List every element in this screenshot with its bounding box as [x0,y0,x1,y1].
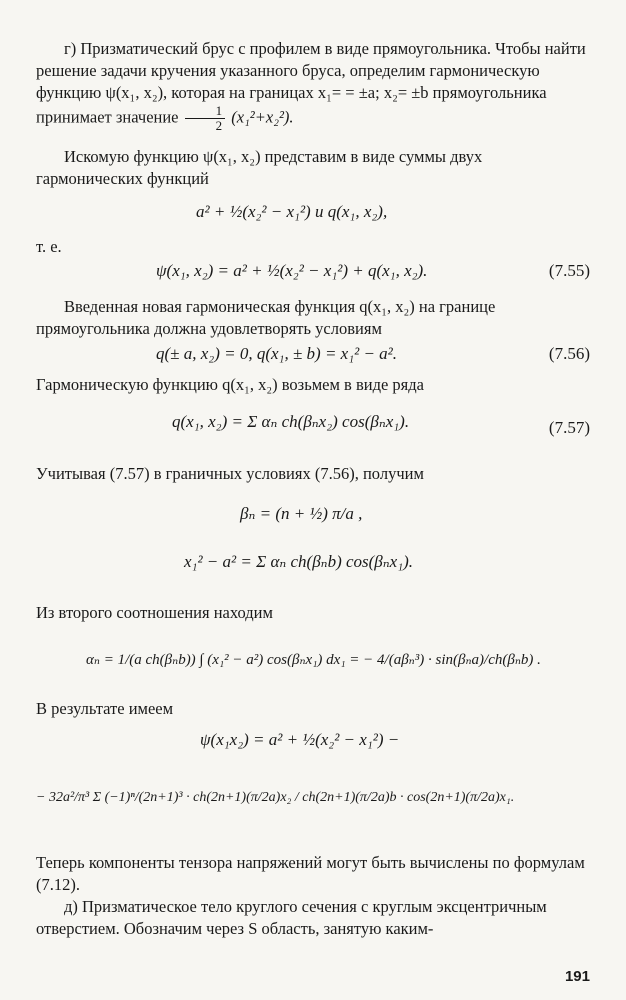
equation-7-56 [36,342,592,370]
equation-sum-of-two-text: a² + ½(x₂² − x₁²) и q(x₁, x₂), [196,202,388,221]
paragraph-series-form: Гармоническую функцию q(x₁, x₂) возьмем в виде ряда [36,375,424,394]
page-number: 191 [564,968,590,985]
equation-boundary-series-formula: x₁² − a² = Σ αₙ ch(βₙb) cos(βₙx₁). [184,552,414,571]
paragraph-considering: Учитывая (7.57) в граничных условиях (7.56), получим [36,464,424,483]
paragraph-rect-bar-text: г) Призматический брус с профилем в виде прямоугольника. Чтобы найти решение задачи кручения указанного бруса, определим гармоническую функцию ψ(x₁, x₂), которая на границах x₁= = ±a; x₂= ±b прямоугольника принимает значение [36,39,586,127]
equation-7-57 [36,402,592,458]
equation-7-56-number: (7.56) [548,344,590,363]
equation-boundary-series [36,538,592,594]
equation-7-57-number: (7.57) [548,418,590,437]
equation-7-55-number: (7.55) [548,261,590,280]
paragraph-result: В результате имеем [36,699,174,718]
paragraph-sought-function: Искомую функцию ψ(x₁, x₂) представим в виде суммы двух гармонических функций [36,147,483,188]
paragraph-from-second: Из второго соотношения находим [36,603,273,622]
equation-alpha-n [36,632,592,690]
paragraph-circular-section: д) Призматическое тело круглого сечения с круглым эксцентричным отверстием. Обозначим через S область, занятую каким- [36,897,547,938]
equation-7-55 [36,255,592,291]
equation-7-56-formula: q(± a, x₂) = 0, q(x₁, ± b) = x₁² − a². [156,344,398,363]
half-fraction: $\frac{1}{2}$ [185,104,226,133]
equation-sum-of-two [36,194,592,234]
equation-result-line-1 [36,724,592,760]
equation-7-57-formula: q(x₁, x₂) = Σ αₙ ch(βₙx₂) cos(βₙx₁). [172,412,410,431]
equation-result-line-2-formula: − 32a²/π³ Σ (−1)ⁿ/(2n+1)³ · ch(2n+1)(π/2a)x₂ / ch(2n+1)(π/2a)b · cos(2n+1)(π/2a)x₁. [36,790,515,805]
equation-alpha-n-formula: αₙ = 1/(a ch(βₙb)) ∫ (x₁² − a²) cos(βₙx₁) dx₁ = − 4/(aβₙ³) · sin(βₙa)/ch(βₙb) . [86,652,541,668]
equation-7-55-formula: ψ(x₁, x₂) = a² + ½(x₂² − x₁²) + q(x₁, x₂). [156,261,428,280]
equation-beta-n [36,494,592,534]
equation-result-line-2 [36,766,592,838]
equation-result-line-1-formula: ψ(x₁x₂) = a² + ½(x₂² − x₁²) − [200,730,400,749]
paragraph-stress-components: Теперь компоненты тензора напряжений могут быть вычислены по формулам (7.12). [36,853,585,894]
paragraph-te: т. е. [36,237,62,256]
paragraph-rect-bar-tail: (x₁²+x₂²). [231,107,294,127]
paragraph-rect-bar [36,38,592,133]
equation-beta-n-formula: βₙ = (n + ½) π/a , [240,504,363,523]
paragraph-new-harmonic: Введенная новая гармоническая функция q(x₁, x₂) на границе прямоугольника должна удовлетворять условиям [36,297,496,338]
